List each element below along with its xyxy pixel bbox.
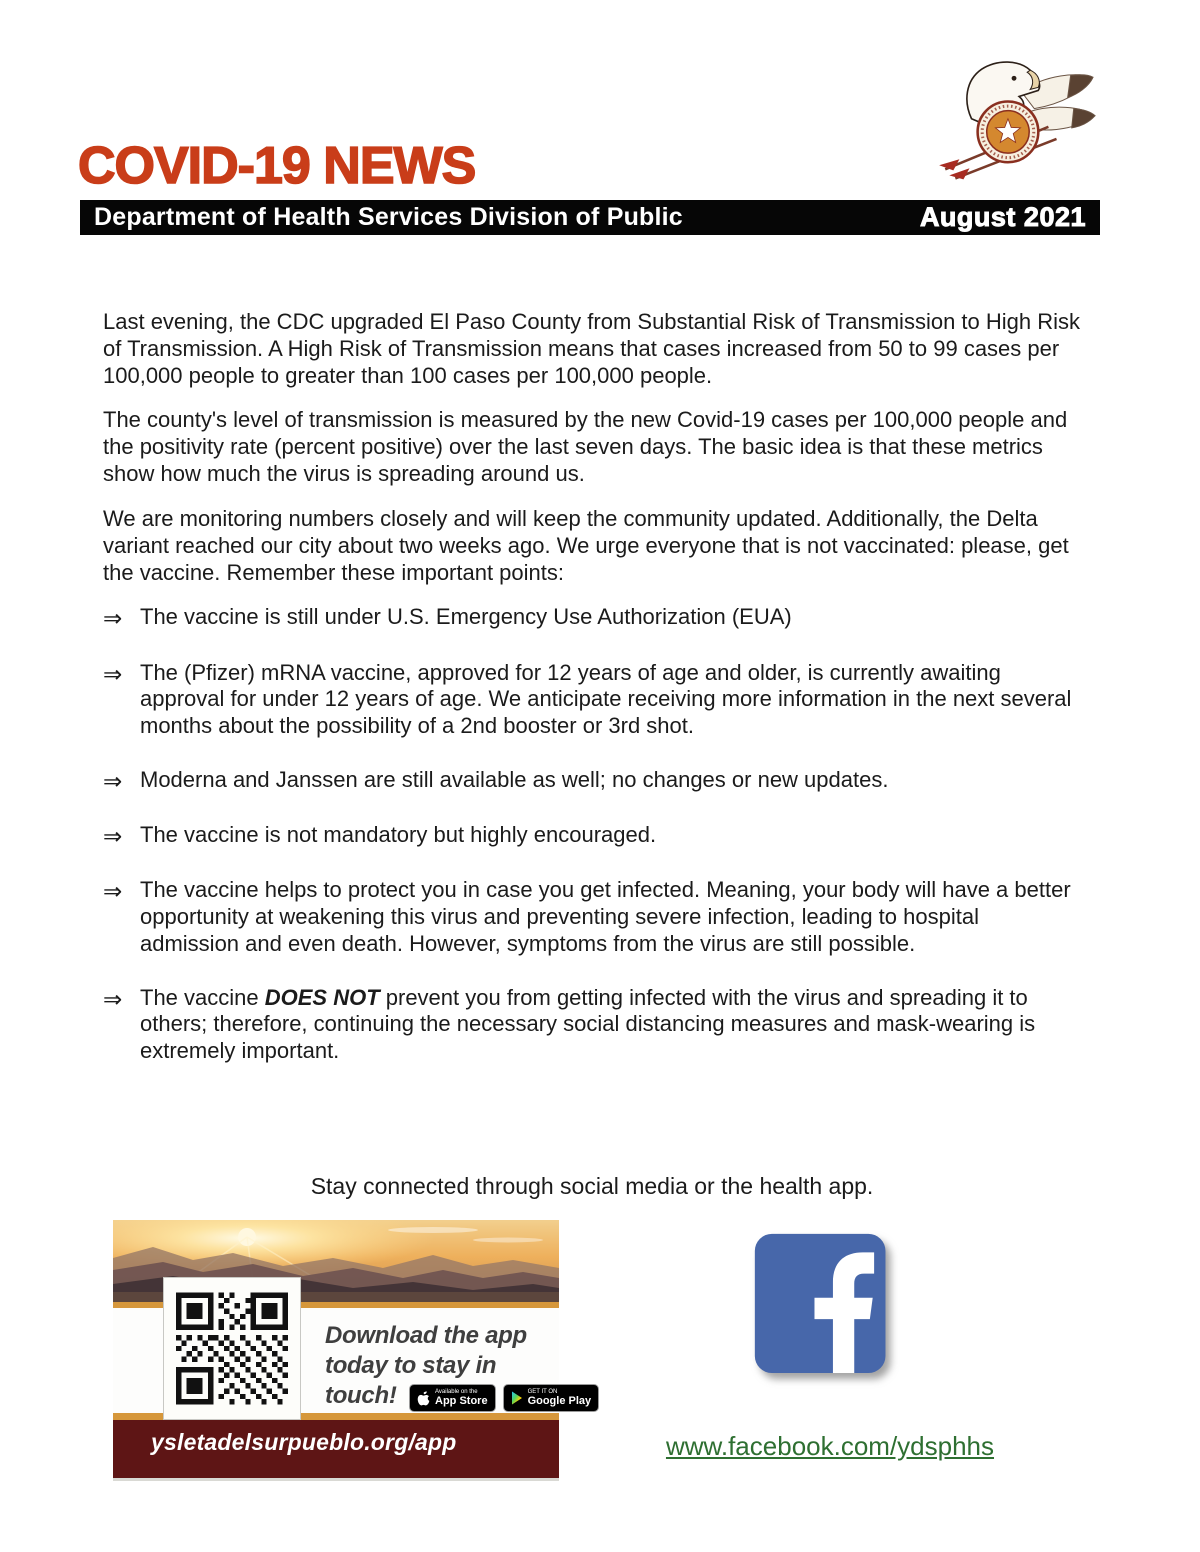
paragraph-cdc-upgrade: Last evening, the CDC upgraded El Paso County from Substantial Risk of Transmission to High Risk of Transmission. A High Risk of Transmission means that cases increased from 50 to 99 cases per 100,000 people to greater than 100 cases per 100,000 people.	[103, 309, 1081, 388]
bullet-protection	[103, 877, 1081, 957]
google-play-badge[interactable]	[503, 1384, 600, 1412]
badge-tagline: GET IT ON	[527, 1388, 558, 1395]
bullet-moderna-janssen	[103, 767, 1081, 795]
bullet-text-suffix: prevent you from getting infected with the virus and spreading it to others; therefore, continuing the necessary social distancing measures and mask-wearing is extremely important.	[140, 984, 1036, 1064]
play-triangle-icon	[511, 1391, 523, 1405]
badge-store-name: App Store	[435, 1395, 488, 1408]
bullet-text: The vaccine is still under U.S. Emergency Use Authorization (EUA)	[140, 604, 792, 630]
double-arrow-icon: ⇒	[103, 605, 123, 632]
badge-store-name: Google Play	[527, 1395, 592, 1408]
bullet-text-emphasis: DOES NOT	[264, 984, 380, 1010]
app-url-bar	[113, 1420, 559, 1478]
bullet-text: Moderna and Janssen are still available as well; no changes or new updates.	[140, 766, 889, 792]
eagle-seal-icon	[925, 56, 1097, 182]
bullet-text: The vaccine helps to protect you in case you get infected. Meaning, your body will have a better opportunity at weakening this virus and preventing severe infection, leading to hospital admission and even death. However, symptoms from the virus are still possible.	[140, 877, 1071, 956]
double-arrow-icon: ⇒	[103, 660, 123, 687]
facebook-f-icon[interactable]	[752, 1231, 894, 1383]
header-bar	[80, 200, 1100, 235]
connect-line: Stay connected through social media or the health app.	[310, 1173, 874, 1199]
department-name: Department of Health Services Division of Public	[94, 203, 683, 231]
app-store-badge[interactable]	[409, 1384, 496, 1412]
facebook-link[interactable]: www.facebook.com/ydsphhs	[665, 1431, 995, 1461]
app-headline-line2: today to stay in touch!	[325, 1352, 497, 1410]
double-arrow-icon: ⇒	[103, 767, 123, 794]
double-arrow-icon: ⇒	[103, 985, 123, 1012]
issue-date: August 2021	[919, 202, 1086, 232]
body-content	[103, 309, 1081, 1092]
paragraph-monitoring: We are monitoring numbers closely and will keep the community updated. Additionally, the Delta variant reached our city about two weeks ago. We urge everyone that is not vaccinated: please, get the vaccine. Remember these important points:	[103, 505, 1069, 585]
newsletter-title: COVID-19 NEWS	[78, 137, 476, 195]
bullet-text: The (Pfizer) mRNA vaccine, approved for 12 years of age and older, is currently awaiting approval for under 12 years of age. We anticipate receiving more information in the next several months about the possibility of a 2nd booster or 3rd shot.	[140, 659, 1072, 739]
store-badges	[409, 1384, 599, 1412]
paragraph-transmission-metrics: The county's level of transmission is measured by the new Covid-19 cases per 100,000 people and the positivity rate (percent positive) over the last seven days. The basic idea is that these metrics show how much the virus is spreading around us.	[103, 407, 1068, 487]
apple-icon	[417, 1391, 430, 1406]
double-arrow-icon: ⇒	[103, 823, 123, 850]
bullet-text-prefix: The vaccine	[140, 984, 265, 1010]
bullet-does-not-prevent	[103, 985, 1081, 1065]
bullet-text	[140, 985, 1081, 1065]
bullet-list	[103, 604, 1081, 1065]
qr-code-icon[interactable]	[163, 1277, 301, 1420]
app-headline-line1: Download the app	[325, 1322, 527, 1349]
badge-tagline: Available on the	[435, 1388, 478, 1395]
double-arrow-icon: ⇒	[103, 878, 123, 905]
bullet-eua	[103, 604, 1081, 632]
app-banner	[113, 1220, 592, 1478]
bullet-text: The vaccine is not mandatory but highly encouraged.	[140, 822, 657, 848]
bullet-pfizer	[103, 660, 1081, 740]
app-url[interactable]: ysletadelsurpueblo.org/app	[151, 1429, 457, 1455]
bullet-not-mandatory	[103, 822, 1081, 850]
